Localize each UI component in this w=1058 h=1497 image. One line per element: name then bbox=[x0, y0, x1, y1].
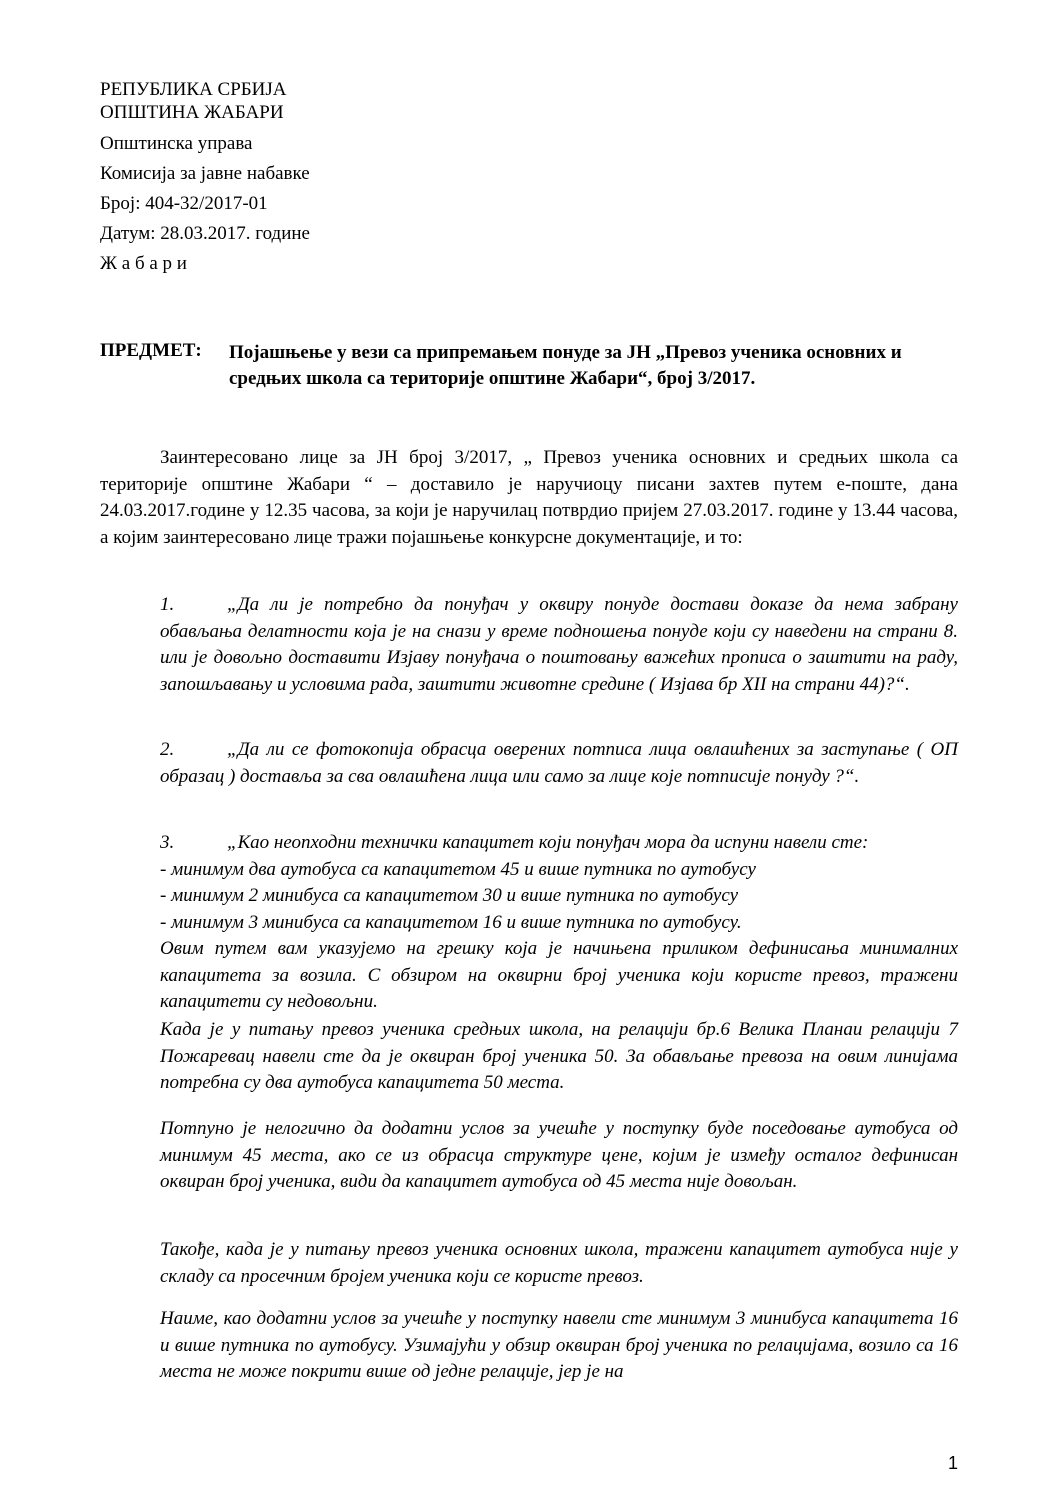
question-3-paragraph-1: Овим путем вам указујемо на грешку која је начињена приликом дефинисања минималних капацитета за возила. С обзиром на оквирни број ученика који користе превоз, тражени капацитети су недовољни. bbox=[160, 938, 958, 1012]
question-3-paragraph-5: Наиме, као додатни услов за учешће у поступку навели сте минимум 3 минибуса капацитета 16 и више путника по аутобусу. Узимајући у обзир оквиран број ученика по релацијама, возило са 16 места не може покрити више од једне релације, јер је на bbox=[160, 1308, 958, 1382]
question-3-item-2: - минимум 2 минибуса са капацитетом 30 и више путника по аутобусу bbox=[160, 885, 739, 906]
question-1-text: „Да ли је потребно да понуђач у оквиру понуде достави доказе да нема забрану обављања делатности која је на снази у време подношења понуде који су наведени на страни 8. или је довољно доставити Изјаву понуђача о поштовању важећих прописа о заштити на раду, запошљавању и условима рада, заштити животне средине ( Изјава бр XII на страни 44)?“. bbox=[160, 594, 958, 695]
question-3-item-1: - минимум два аутобуса са капацитетом 45 и више путника по аутобусу bbox=[160, 858, 756, 880]
question-3 bbox=[160, 830, 958, 1016]
header-administration: Општинска управа bbox=[100, 133, 253, 154]
question-3-paragraph-4: Такође, када је у питању превоз ученика основних школа, тражени капацитет аутобуса није у складу са просечним бројем ученика који се користе превоз. bbox=[160, 1239, 958, 1287]
question-3-paragraph-3: Потпуно је нелогично да додатни услов за учешће у поступку буде поседовање аутобуса од минимум 45 места, ако се из обрасца структуре цене, којим је између осталог дефинисан оквиран број ученика, види да капацитет аутобуса од 45 места није довољан. bbox=[160, 1118, 958, 1192]
header-number: Број: 404-32/2017-01 bbox=[100, 193, 268, 214]
question-3-intro: „Као неопходни технички капацитет који понуђач мора да испуни навели сте: bbox=[227, 832, 869, 853]
question-2-text: „Да ли се фотокопија обрасца оверених потписа лица овлашћених за заступање ( ОП образац ) доставља за сва овлашћена лица или само за лице које потписије понуду ?“. bbox=[160, 739, 958, 787]
header-republic: РЕПУБЛИКА СРБИЈА bbox=[100, 79, 287, 100]
question-2 bbox=[160, 737, 958, 790]
question-1-number: 1. bbox=[160, 594, 175, 615]
page-number: 1 bbox=[947, 1453, 958, 1473]
header-commission: Комисија за јавне набавке bbox=[100, 163, 310, 184]
subject-text: Појашњење у вези са припремањем понуде за ЈН „Превоз ученика основних и средњих школа са територије општине Жабари“, број 3/2017. bbox=[229, 342, 902, 389]
question-3-item-3: - минимум 3 минибуса са капацитетом 16 и више путника по аутобусу. bbox=[160, 911, 742, 933]
subject-label: ПРЕДМЕТ: bbox=[100, 340, 202, 361]
intro-paragraph: Заинтересовано лице за ЈН број 3/2017, „ Превоз ученика основних и средњих школа са територије општине Жабари “ – доставило је наручиоцу писани захтев путем е-поште, дана 24.03.2017.године у 12.35 часова, за који је наручилац потврдио пријем 27.03.2017. године у 13.44 часова, а којим заинтересовано лице тражи појашњење конкурсне документације, и то: bbox=[100, 447, 958, 548]
header-municipality: ОПШТИНА ЖАБАРИ bbox=[100, 102, 284, 123]
header-place: Ж а б а р и bbox=[100, 253, 187, 274]
question-2-number: 2. bbox=[160, 739, 175, 760]
header-date: Датум: 28.03.2017. године bbox=[100, 223, 310, 244]
question-3-paragraph-2: Када је у питању превоз ученика средњих школа, на релацији бр.6 Велика Планаи релацији 7 Пожаревац навели сте да је оквиран број ученика 50. За обављање превоза на овим линијама потребна су два аутобуса капацитета 50 места. bbox=[160, 1019, 958, 1093]
question-3-number: 3. bbox=[160, 832, 175, 853]
question-1 bbox=[160, 592, 958, 698]
